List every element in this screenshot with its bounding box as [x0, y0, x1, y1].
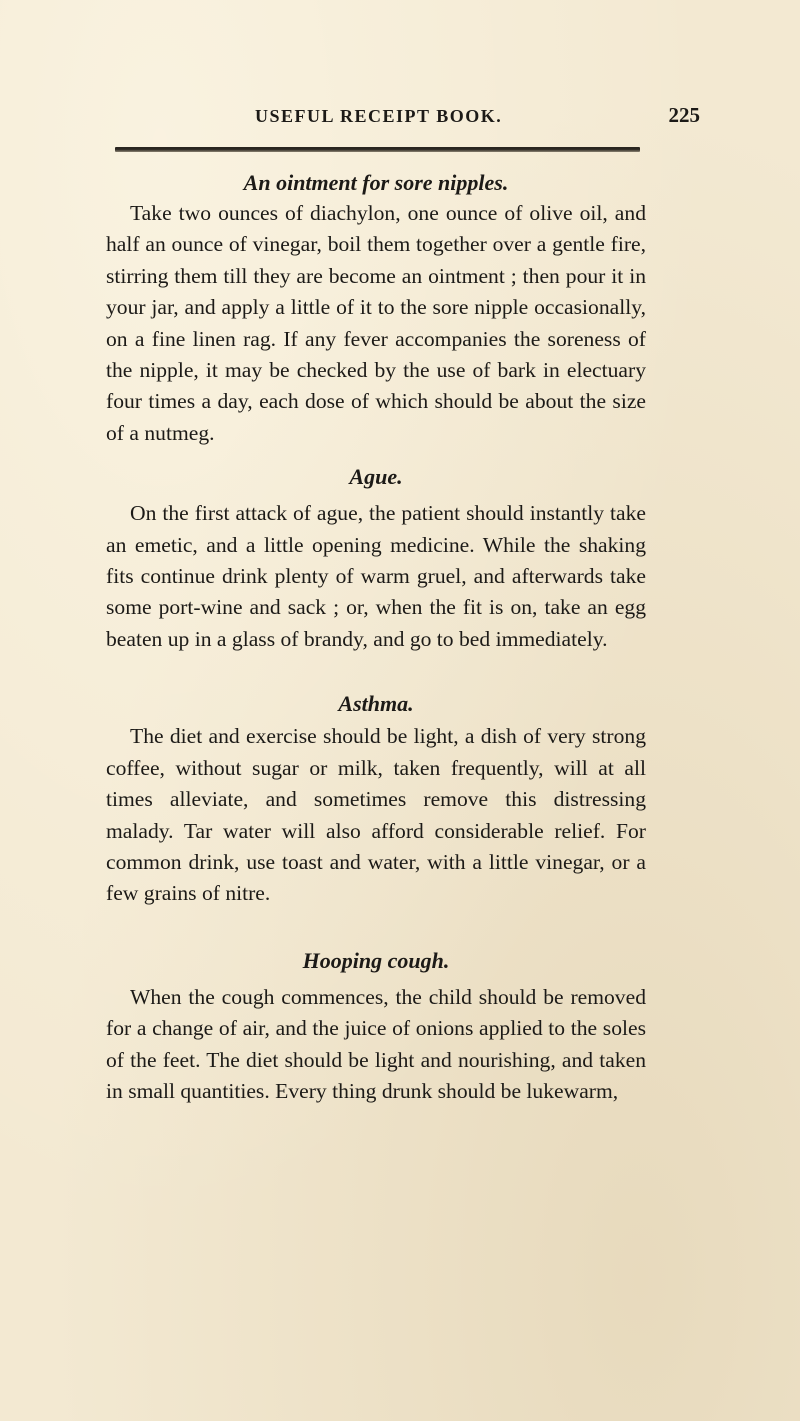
paragraph-ointment: Take two ounces of diachylon, one ounce of olive oil, and half an ounce of vinegar, boil them together over a gentle fire, stirring them till they are become an ointment ; then pour it in your jar, and apply a little of it to the sore nipple occasionally, on a fine linen rag. If any fever accompanies the soreness of the nipple, it may be checked by the use of bark in electuary four times a day, each dose of which should be about the size of a nutmeg. [106, 201, 646, 445]
body-text [106, 168, 646, 1107]
section-gap [106, 449, 646, 462]
running-title: USEFUL RECEIPT BOOK. [255, 106, 503, 126]
heading-ointment: An ointment for sore nipples. [243, 170, 509, 195]
paragraph-ague: On the first attack of ague, the patient should instantly take an emetic, and a little opening medicine. While the shaking fits continue drink plenty of warm gruel, and afterwards take some port-wine and sack ; or, when the fit is on, take an egg beaten up in a glass of brandy, and go to bed immediately. [106, 501, 646, 651]
paragraph-asthma: The diet and exercise should be light, a dish of very strong coffee, without sugar or milk, taken frequently, will at all times alleviate, and sometimes remove this distressing malady. Tar water will also afford considerable relief. For common drink, use toast and water, with a little vinegar, or a few grains of nitre. [106, 724, 646, 906]
heading-ague: Ague. [349, 464, 403, 490]
running-head [255, 103, 700, 136]
heading-asthma: Asthma. [338, 691, 414, 717]
page-number: 225 [668, 103, 700, 127]
paragraph-hooping-cough: When the cough commences, the child should be removed for a change of air, and the juice of onions applied to the soles of the feet. The diet should be light and nourishing, and taken in small quantities. Every thing drunk should be lukewarm, [106, 984, 646, 1103]
header-rule [115, 147, 640, 152]
heading-hooping-cough: Hooping cough. [302, 947, 450, 973]
section-gap [106, 910, 646, 946]
section-gap [106, 655, 646, 689]
